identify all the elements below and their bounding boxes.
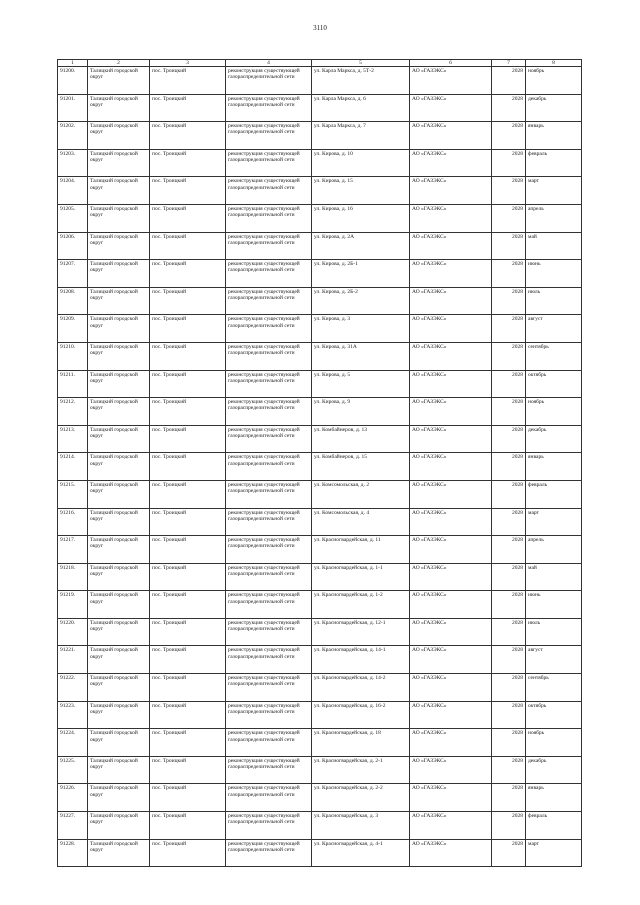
settlement-cell: пос. Троицкий: [150, 149, 226, 177]
month-cell: февраль: [526, 480, 582, 508]
month-cell: июль: [526, 287, 582, 315]
work-type-cell: реконструкция существующей газораспределительной сети: [226, 646, 312, 674]
month-cell: август: [526, 646, 582, 674]
work-type-cell: реконструкция существующей газораспределительной сети: [226, 287, 312, 315]
settlement-cell: пос. Троицкий: [150, 287, 226, 315]
district-cell: Талицкий городской округ: [88, 315, 150, 343]
month-cell: декабрь: [526, 425, 582, 453]
district-cell: Талицкий городской округ: [88, 784, 150, 812]
work-type-cell: реконструкция существующей газораспределительной сети: [226, 342, 312, 370]
district-cell: Талицкий городской округ: [88, 536, 150, 564]
address-cell: ул. Карла Маркса, д. 7: [312, 122, 410, 150]
month-cell: ноябрь: [526, 67, 582, 95]
year-cell: 2028: [492, 94, 526, 122]
gas-network-table: [57, 59, 582, 867]
work-type-cell: реконструкция существующей газораспределительной сети: [226, 67, 312, 95]
district-cell: Талицкий городской округ: [88, 342, 150, 370]
district-cell: Талицкий городской округ: [88, 646, 150, 674]
address-cell: ул. Комсомольская, д. 4: [312, 508, 410, 536]
settlement-cell: пос. Троицкий: [150, 536, 226, 564]
row-number-cell: 91202.: [58, 122, 88, 150]
district-cell: Талицкий городской округ: [88, 122, 150, 150]
table-row: [58, 591, 582, 619]
organization-cell: АО «ГАЗЭКС»: [410, 315, 492, 343]
organization-cell: АО «ГАЗЭКС»: [410, 67, 492, 95]
year-cell: 2028: [492, 618, 526, 646]
organization-cell: АО «ГАЗЭКС»: [410, 480, 492, 508]
month-cell: март: [526, 177, 582, 205]
settlement-cell: пос. Троицкий: [150, 701, 226, 729]
address-cell: ул. Кирова, д. 15: [312, 177, 410, 205]
table-row: [58, 646, 582, 674]
table-row: [58, 67, 582, 95]
address-cell: ул. Кирова, д. 2А: [312, 232, 410, 260]
year-cell: 2028: [492, 260, 526, 288]
district-cell: Талицкий городской округ: [88, 701, 150, 729]
district-cell: Талицкий городской округ: [88, 563, 150, 591]
work-type-cell: реконструкция существующей газораспределительной сети: [226, 398, 312, 426]
year-cell: 2028: [492, 480, 526, 508]
organization-cell: АО «ГАЗЭКС»: [410, 342, 492, 370]
month-cell: февраль: [526, 149, 582, 177]
settlement-cell: пос. Троицкий: [150, 425, 226, 453]
month-cell: декабрь: [526, 756, 582, 784]
district-cell: Талицкий городской округ: [88, 232, 150, 260]
table-row: [58, 260, 582, 288]
address-cell: ул. Красногвардейская, д. 14-2: [312, 674, 410, 702]
address-cell: ул. Карла Маркса, д. 5Т-2: [312, 67, 410, 95]
settlement-cell: пос. Троицкий: [150, 674, 226, 702]
year-cell: 2028: [492, 674, 526, 702]
year-cell: 2028: [492, 701, 526, 729]
district-cell: Талицкий городской округ: [88, 287, 150, 315]
row-number-cell: 91228.: [58, 839, 88, 867]
settlement-cell: пос. Троицкий: [150, 260, 226, 288]
column-header-2: 2: [88, 60, 150, 67]
month-cell: май: [526, 563, 582, 591]
work-type-cell: реконструкция существующей газораспределительной сети: [226, 149, 312, 177]
work-type-cell: реконструкция существующей газораспределительной сети: [226, 729, 312, 757]
year-cell: 2028: [492, 370, 526, 398]
row-number-cell: 91207.: [58, 260, 88, 288]
district-cell: Талицкий городской округ: [88, 839, 150, 867]
row-number-cell: 91220.: [58, 618, 88, 646]
row-number-cell: 91206.: [58, 232, 88, 260]
month-cell: март: [526, 839, 582, 867]
month-cell: июль: [526, 618, 582, 646]
table-row: [58, 701, 582, 729]
organization-cell: АО «ГАЗЭКС»: [410, 508, 492, 536]
settlement-cell: пос. Троицкий: [150, 784, 226, 812]
organization-cell: АО «ГАЗЭКС»: [410, 618, 492, 646]
settlement-cell: пос. Троицкий: [150, 563, 226, 591]
address-cell: ул. Красногвардейская, д. 1-1: [312, 563, 410, 591]
settlement-cell: пос. Троицкий: [150, 232, 226, 260]
year-cell: 2028: [492, 646, 526, 674]
month-cell: май: [526, 232, 582, 260]
month-cell: ноябрь: [526, 398, 582, 426]
organization-cell: АО «ГАЗЭКС»: [410, 260, 492, 288]
organization-cell: АО «ГАЗЭКС»: [410, 729, 492, 757]
row-number-cell: 91213.: [58, 425, 88, 453]
row-number-cell: 91209.: [58, 315, 88, 343]
settlement-cell: пос. Троицкий: [150, 839, 226, 867]
work-type-cell: реконструкция существующей газораспределительной сети: [226, 536, 312, 564]
table-row: [58, 287, 582, 315]
district-cell: Талицкий городской округ: [88, 398, 150, 426]
year-cell: 2028: [492, 784, 526, 812]
table-row: [58, 94, 582, 122]
address-cell: ул. Красногвардейская, д. 2-2: [312, 784, 410, 812]
settlement-cell: пос. Троицкий: [150, 122, 226, 150]
settlement-cell: пос. Троицкий: [150, 756, 226, 784]
district-cell: Талицкий городской округ: [88, 177, 150, 205]
work-type-cell: реконструкция существующей газораспределительной сети: [226, 370, 312, 398]
address-cell: ул. Красногвардейская, д. 11: [312, 536, 410, 564]
month-cell: август: [526, 315, 582, 343]
address-cell: ул. Комсомольская, д. 2: [312, 480, 410, 508]
settlement-cell: пос. Троицкий: [150, 398, 226, 426]
month-cell: июнь: [526, 260, 582, 288]
year-cell: 2028: [492, 67, 526, 95]
table-row: [58, 839, 582, 867]
year-cell: 2028: [492, 177, 526, 205]
organization-cell: АО «ГАЗЭКС»: [410, 122, 492, 150]
district-cell: Талицкий городской округ: [88, 453, 150, 481]
organization-cell: АО «ГАЗЭКС»: [410, 701, 492, 729]
table-row: [58, 149, 582, 177]
row-number-cell: 91218.: [58, 563, 88, 591]
work-type-cell: реконструкция существующей газораспределительной сети: [226, 94, 312, 122]
address-cell: ул. Красногвардейская, д. 4-1: [312, 839, 410, 867]
row-number-cell: 91221.: [58, 646, 88, 674]
column-header-1: 1: [58, 60, 88, 67]
row-number-cell: 91204.: [58, 177, 88, 205]
work-type-cell: реконструкция существующей газораспределительной сети: [226, 204, 312, 232]
year-cell: 2028: [492, 453, 526, 481]
work-type-cell: реконструкция существующей газораспределительной сети: [226, 232, 312, 260]
work-type-cell: реконструкция существующей газораспределительной сети: [226, 674, 312, 702]
work-type-cell: реконструкция существующей газораспределительной сети: [226, 260, 312, 288]
table-row: [58, 232, 582, 260]
settlement-cell: пос. Троицкий: [150, 67, 226, 95]
table-row: [58, 784, 582, 812]
table-row: [58, 122, 582, 150]
organization-cell: АО «ГАЗЭКС»: [410, 784, 492, 812]
address-cell: ул. Кирова, д. 9: [312, 398, 410, 426]
table-row: [58, 729, 582, 757]
year-cell: 2028: [492, 149, 526, 177]
address-cell: ул. Кирова, д. 16: [312, 204, 410, 232]
district-cell: Талицкий городской округ: [88, 370, 150, 398]
settlement-cell: пос. Троицкий: [150, 480, 226, 508]
organization-cell: АО «ГАЗЭКС»: [410, 674, 492, 702]
month-cell: январь: [526, 453, 582, 481]
work-type-cell: реконструкция существующей газораспределительной сети: [226, 839, 312, 867]
row-number-cell: 91226.: [58, 784, 88, 812]
month-cell: сентябрь: [526, 342, 582, 370]
row-number-cell: 91210.: [58, 342, 88, 370]
year-cell: 2028: [492, 232, 526, 260]
district-cell: Талицкий городской округ: [88, 756, 150, 784]
organization-cell: АО «ГАЗЭКС»: [410, 839, 492, 867]
organization-cell: АО «ГАЗЭКС»: [410, 812, 492, 840]
row-number-cell: 91223.: [58, 701, 88, 729]
work-type-cell: реконструкция существующей газораспределительной сети: [226, 480, 312, 508]
settlement-cell: пос. Троицкий: [150, 453, 226, 481]
organization-cell: АО «ГАЗЭКС»: [410, 756, 492, 784]
settlement-cell: пос. Троицкий: [150, 591, 226, 619]
work-type-cell: реконструкция существующей газораспределительной сети: [226, 784, 312, 812]
address-cell: ул. Карла Маркса, д. 6: [312, 94, 410, 122]
month-cell: октябрь: [526, 370, 582, 398]
work-type-cell: реконструкция существующей газораспределительной сети: [226, 177, 312, 205]
table-row: [58, 177, 582, 205]
district-cell: Талицкий городской округ: [88, 729, 150, 757]
settlement-cell: пос. Троицкий: [150, 177, 226, 205]
row-number-cell: 91224.: [58, 729, 88, 757]
organization-cell: АО «ГАЗЭКС»: [410, 287, 492, 315]
district-cell: Талицкий городской округ: [88, 508, 150, 536]
table-row: [58, 315, 582, 343]
year-cell: 2028: [492, 398, 526, 426]
settlement-cell: пос. Троицкий: [150, 94, 226, 122]
column-header-8: 8: [526, 60, 582, 67]
settlement-cell: пос. Троицкий: [150, 618, 226, 646]
work-type-cell: реконструкция существующей газораспределительной сети: [226, 756, 312, 784]
year-cell: 2028: [492, 204, 526, 232]
table-row: [58, 756, 582, 784]
month-cell: октябрь: [526, 701, 582, 729]
table-row: [58, 453, 582, 481]
column-header-7: 7: [492, 60, 526, 67]
table-row: [58, 342, 582, 370]
address-cell: ул. Красногвардейская, д. 1-2: [312, 591, 410, 619]
table-row: [58, 563, 582, 591]
table-row: [58, 618, 582, 646]
district-cell: Талицкий городской округ: [88, 591, 150, 619]
organization-cell: АО «ГАЗЭКС»: [410, 453, 492, 481]
address-cell: ул. Кирова, д. 2Б-2: [312, 287, 410, 315]
column-header-5: 5: [312, 60, 410, 67]
district-cell: Талицкий городской округ: [88, 812, 150, 840]
month-cell: январь: [526, 122, 582, 150]
organization-cell: АО «ГАЗЭКС»: [410, 94, 492, 122]
work-type-cell: реконструкция существующей газораспределительной сети: [226, 425, 312, 453]
address-cell: ул. Красногвардейская, д. 2-1: [312, 756, 410, 784]
row-number-cell: 91216.: [58, 508, 88, 536]
table-row: [58, 812, 582, 840]
table-header-row: [58, 60, 582, 67]
work-type-cell: реконструкция существующей газораспределительной сети: [226, 453, 312, 481]
row-number-cell: 91227.: [58, 812, 88, 840]
district-cell: Талицкий городской округ: [88, 149, 150, 177]
row-number-cell: 91200.: [58, 67, 88, 95]
work-type-cell: реконструкция существующей газораспределительной сети: [226, 563, 312, 591]
organization-cell: АО «ГАЗЭКС»: [410, 232, 492, 260]
month-cell: февраль: [526, 812, 582, 840]
row-number-cell: 91222.: [58, 674, 88, 702]
district-cell: Талицкий городской округ: [88, 674, 150, 702]
row-number-cell: 91208.: [58, 287, 88, 315]
year-cell: 2028: [492, 508, 526, 536]
year-cell: 2028: [492, 315, 526, 343]
row-number-cell: 91205.: [58, 204, 88, 232]
table-row: [58, 508, 582, 536]
year-cell: 2028: [492, 756, 526, 784]
table-row: [58, 398, 582, 426]
month-cell: апрель: [526, 536, 582, 564]
address-cell: ул. Красногвардейская, д. 16-2: [312, 701, 410, 729]
row-number-cell: 91217.: [58, 536, 88, 564]
table-row: [58, 370, 582, 398]
settlement-cell: пос. Троицкий: [150, 812, 226, 840]
organization-cell: АО «ГАЗЭКС»: [410, 536, 492, 564]
year-cell: 2028: [492, 342, 526, 370]
organization-cell: АО «ГАЗЭКС»: [410, 425, 492, 453]
organization-cell: АО «ГАЗЭКС»: [410, 398, 492, 426]
table-row: [58, 674, 582, 702]
work-type-cell: реконструкция существующей газораспределительной сети: [226, 122, 312, 150]
month-cell: декабрь: [526, 94, 582, 122]
address-cell: ул. Красногвардейская, д. 14-1: [312, 646, 410, 674]
table-row: [58, 425, 582, 453]
work-type-cell: реконструкция существующей газораспределительной сети: [226, 591, 312, 619]
row-number-cell: 91219.: [58, 591, 88, 619]
month-cell: апрель: [526, 204, 582, 232]
district-cell: Талицкий городской округ: [88, 618, 150, 646]
year-cell: 2028: [492, 839, 526, 867]
row-number-cell: 91214.: [58, 453, 88, 481]
address-cell: ул. Красногвардейская, д. 18: [312, 729, 410, 757]
organization-cell: АО «ГАЗЭКС»: [410, 591, 492, 619]
year-cell: 2028: [492, 122, 526, 150]
work-type-cell: реконструкция существующей газораспределительной сети: [226, 315, 312, 343]
row-number-cell: 91201.: [58, 94, 88, 122]
month-cell: март: [526, 508, 582, 536]
row-number-cell: 91215.: [58, 480, 88, 508]
year-cell: 2028: [492, 729, 526, 757]
district-cell: Талицкий городской округ: [88, 480, 150, 508]
settlement-cell: пос. Троицкий: [150, 508, 226, 536]
column-header-6: 6: [410, 60, 492, 67]
district-cell: Талицкий городской округ: [88, 425, 150, 453]
address-cell: ул. Комбайнеров, д. 15: [312, 453, 410, 481]
address-cell: ул. Кирова, д. 10: [312, 149, 410, 177]
address-cell: ул. Комбайнеров, д. 13: [312, 425, 410, 453]
work-type-cell: реконструкция существующей газораспределительной сети: [226, 618, 312, 646]
organization-cell: АО «ГАЗЭКС»: [410, 177, 492, 205]
row-number-cell: 91225.: [58, 756, 88, 784]
column-header-4: 4: [226, 60, 312, 67]
address-cell: ул. Красногвардейская, д. 12-1: [312, 618, 410, 646]
settlement-cell: пос. Троицкий: [150, 204, 226, 232]
month-cell: июнь: [526, 591, 582, 619]
row-number-cell: 91212.: [58, 398, 88, 426]
address-cell: ул. Кирова, д. 31А: [312, 342, 410, 370]
organization-cell: АО «ГАЗЭКС»: [410, 149, 492, 177]
year-cell: 2028: [492, 591, 526, 619]
district-cell: Талицкий городской округ: [88, 94, 150, 122]
month-cell: сентябрь: [526, 674, 582, 702]
address-cell: ул. Кирова, д. 5: [312, 370, 410, 398]
organization-cell: АО «ГАЗЭКС»: [410, 646, 492, 674]
row-number-cell: 91203.: [58, 149, 88, 177]
settlement-cell: пос. Троицкий: [150, 729, 226, 757]
address-cell: ул. Красногвардейская, д. 3: [312, 812, 410, 840]
district-cell: Талицкий городской округ: [88, 204, 150, 232]
year-cell: 2028: [492, 536, 526, 564]
address-cell: ул. Кирова, д. 2Б-1: [312, 260, 410, 288]
page-number: 3110: [313, 24, 327, 32]
settlement-cell: пос. Троицкий: [150, 370, 226, 398]
month-cell: ноябрь: [526, 729, 582, 757]
work-type-cell: реконструкция существующей газораспределительной сети: [226, 701, 312, 729]
work-type-cell: реконструкция существующей газораспределительной сети: [226, 508, 312, 536]
work-type-cell: реконструкция существующей газораспределительной сети: [226, 812, 312, 840]
row-number-cell: 91211.: [58, 370, 88, 398]
column-header-3: 3: [150, 60, 226, 67]
organization-cell: АО «ГАЗЭКС»: [410, 370, 492, 398]
table-row: [58, 480, 582, 508]
year-cell: 2028: [492, 287, 526, 315]
district-cell: Талицкий городской округ: [88, 260, 150, 288]
table-row: [58, 536, 582, 564]
table-row: [58, 204, 582, 232]
year-cell: 2028: [492, 425, 526, 453]
month-cell: январь: [526, 784, 582, 812]
year-cell: 2028: [492, 563, 526, 591]
settlement-cell: пос. Троицкий: [150, 646, 226, 674]
organization-cell: АО «ГАЗЭКС»: [410, 563, 492, 591]
address-cell: ул. Кирова, д. 3: [312, 315, 410, 343]
settlement-cell: пос. Троицкий: [150, 342, 226, 370]
organization-cell: АО «ГАЗЭКС»: [410, 204, 492, 232]
year-cell: 2028: [492, 812, 526, 840]
district-cell: Талицкий городской округ: [88, 67, 150, 95]
settlement-cell: пос. Троицкий: [150, 315, 226, 343]
